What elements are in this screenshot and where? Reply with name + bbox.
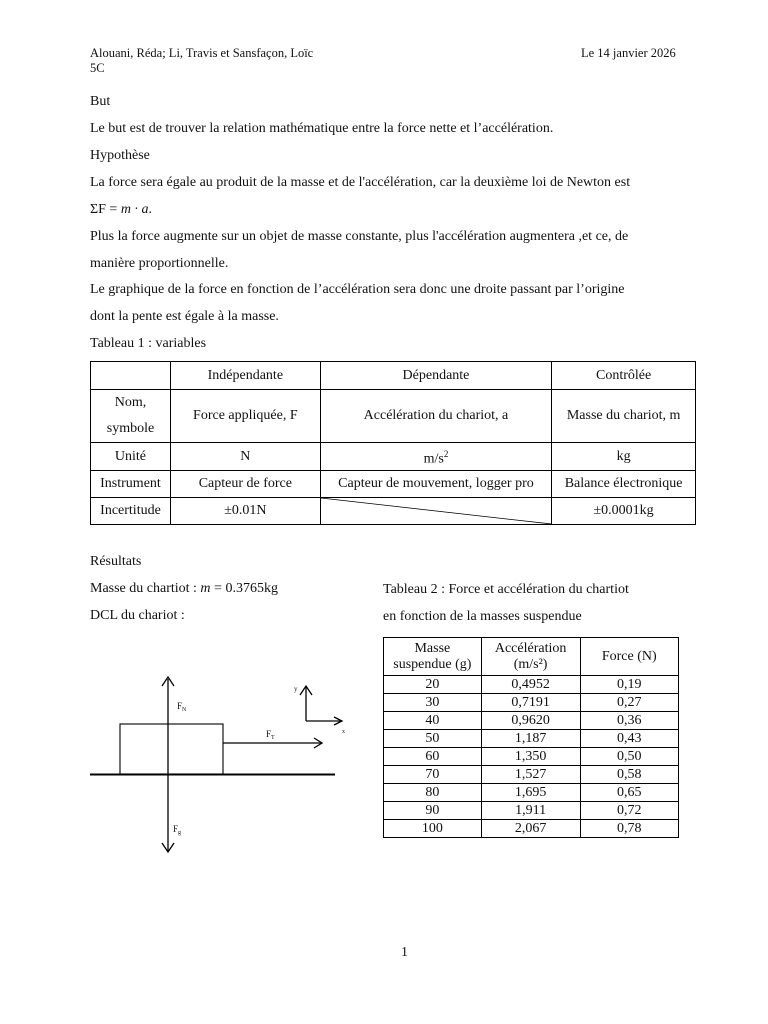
table-row [384, 730, 679, 748]
table-cell: Masse du chariot, m [552, 390, 696, 443]
table-cell: 1,911 [481, 802, 580, 820]
table-cell: 0,58 [580, 766, 679, 784]
table-cell: 2,067 [481, 820, 580, 838]
equation-end: . [148, 202, 152, 217]
table-cell: Balance électronique [552, 471, 696, 498]
table-row [384, 694, 679, 712]
table-cell: 80 [384, 784, 482, 802]
table-cell: 60 [384, 748, 482, 766]
column-header: Indépendante [170, 362, 320, 390]
column-header: Force (N) [580, 638, 679, 676]
page-number: 1 [401, 945, 408, 960]
table-cell: $m/s^2$ [320, 443, 551, 471]
cart-mass: Masse du chartiot : m = 0.3765kg [90, 581, 278, 596]
table-row [384, 802, 679, 820]
crossed-out-cell [320, 498, 551, 525]
table-cell: 20 [384, 676, 482, 694]
force-acceleration-table [383, 637, 679, 838]
table2-caption-line-2: en fonction de la masses suspendue [383, 609, 582, 624]
table-cell: 100 [384, 820, 482, 838]
table-cell: 1,350 [481, 748, 580, 766]
table-cell: 1,695 [481, 784, 580, 802]
table-cell: 0,9620 [481, 712, 580, 730]
row-label: Unité [91, 443, 171, 471]
table-cell: Accélération du chariot, a [320, 390, 551, 443]
table-cell: ±0.01N [170, 498, 320, 525]
results-heading: Résultats [90, 554, 142, 569]
column-header: Contrôlée [552, 362, 696, 390]
dcl-label: DCL du chariot : [90, 608, 185, 623]
row-label: Incertitude [91, 498, 171, 525]
normal-force-label: $F_N$ [177, 701, 187, 713]
goal-heading: But [90, 94, 111, 109]
free-body-diagram [85, 665, 375, 865]
gravity-force-label: $F_g$ [173, 824, 182, 836]
hypothesis-line-6: dont la pente est égale à la masse. [90, 309, 279, 324]
row-label: Nom, symbole [91, 390, 171, 443]
table-cell: 1,187 [481, 730, 580, 748]
row-label: Instrument [91, 471, 171, 498]
table-row [91, 390, 696, 443]
cart-block [120, 724, 223, 774]
table-cell: Capteur de mouvement, logger pro [320, 471, 551, 498]
table-cell: 0,19 [580, 676, 679, 694]
table-cell: 1,527 [481, 766, 580, 784]
table-cell: 0,36 [580, 712, 679, 730]
authors: Alouani, Réda; Li, Travis et Sansfaçon, Loïc [90, 46, 314, 60]
table-row [384, 676, 679, 694]
equation-rhs: m · a [120, 202, 149, 217]
table-cell: 0,50 [580, 748, 679, 766]
goal-text: Le but est de trouver la relation mathématique entre la force nette et l’accélération. [90, 121, 554, 136]
date: Le 14 janvier 2026 [581, 46, 676, 60]
hypothesis-line-3: Plus la force augmente sur un objet de masse constante, plus l'accélération augmentera ,et ce, de [90, 229, 629, 244]
table-header-row [384, 638, 679, 676]
table2-caption-line-1: Tableau 2 : Force et accélération du chartiot [383, 582, 629, 597]
hypothesis-line-1: La force sera égale au produit de la masse et de l'accélération, car la deuxième loi de Newton est [90, 175, 631, 190]
table-cell: Capteur de force [170, 471, 320, 498]
empty-header-cell [91, 362, 171, 390]
table-cell: Force appliquée, F [170, 390, 320, 443]
table-cell: 0,27 [580, 694, 679, 712]
table-cell: kg [552, 443, 696, 471]
variables-table [90, 361, 696, 525]
column-header: Dépendante [320, 362, 551, 390]
table-cell: 0,72 [580, 802, 679, 820]
hypothesis-line-5: Le graphique de la force en fonction de l’accélération sera donc une droite passant par l’origine [90, 282, 625, 297]
table-row [91, 471, 696, 498]
table-cell: 50 [384, 730, 482, 748]
hypothesis-line-4: manière proportionnelle. [90, 256, 229, 271]
table-cell: 0,65 [580, 784, 679, 802]
equation-lhs: ΣF = [90, 202, 121, 217]
table-row [91, 498, 696, 525]
hypothesis-heading: Hypothèse [90, 148, 150, 163]
table-row [91, 362, 696, 390]
table-row [384, 766, 679, 784]
table-row [91, 443, 696, 471]
table-cell: 70 [384, 766, 482, 784]
table1-caption: Tableau 1 : variables [90, 336, 207, 351]
table-cell: 0,4952 [481, 676, 580, 694]
table-row [384, 748, 679, 766]
table-cell: 30 [384, 694, 482, 712]
table-cell: 40 [384, 712, 482, 730]
table-cell: 0,7191 [481, 694, 580, 712]
column-header: Masse suspendue (g) [384, 638, 482, 676]
table-cell: 0,78 [580, 820, 679, 838]
table-cell: ±0.0001kg [552, 498, 696, 525]
table-row [384, 784, 679, 802]
table-row [384, 712, 679, 730]
newton-equation [90, 201, 152, 219]
tension-force-label: $F_T$ [266, 729, 275, 741]
x-axis-label: x [342, 729, 345, 735]
table-cell: 0,43 [580, 730, 679, 748]
table-row [384, 820, 679, 838]
table-cell: 90 [384, 802, 482, 820]
group: 5C [90, 61, 105, 75]
y-axis-label: y [294, 685, 298, 693]
column-header: Accélération (m/s²) [481, 638, 580, 676]
table-cell: N [170, 443, 320, 471]
